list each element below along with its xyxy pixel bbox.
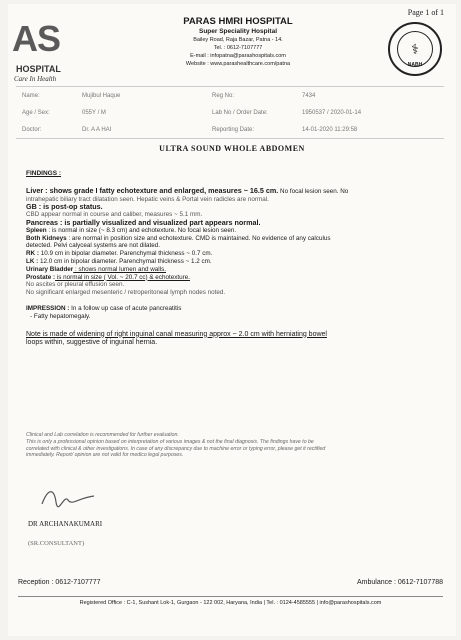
report-body (26, 170, 446, 348)
footer-contacts (18, 579, 443, 586)
registered-office: Registered Office : C-1, Sushant Lok-1, Gurgaon - 122 002, Haryana, India | Tel. : 0124-4585555 | info@parashospitals.com (18, 596, 443, 606)
logo-letters: AS (12, 18, 61, 59)
page-number: Page 1 of 1 (407, 8, 444, 17)
note-line-1: Note is made of widening of right inguinal canal measuring approx ~ 2.0 cm with herniating bowel (26, 330, 327, 338)
logo-tagline: Care In Health (14, 75, 57, 83)
hospital-logo (8, 12, 100, 82)
signature-stroke (38, 484, 98, 510)
rk-finding: RK : 10.9 cm in bipolar diameter. Parenchymal thickness ~ 0.7 cm. (26, 250, 213, 258)
disclaimer-line: This is only a professional opinion based on interpretation of various images & not the final diagnosis. The findings have to be (26, 438, 314, 445)
disclaimer (26, 432, 446, 459)
bladder-finding: Urinary Bladder : shows normal lumen and walls. (26, 265, 166, 273)
disclaimer-line: Clinical and Lab correlation is recommended for further evaluation. (26, 432, 179, 438)
hospital-tel: Tel. : 0612-7107777 (213, 45, 263, 51)
signature-scrawl (38, 484, 102, 516)
referring-doctor: Dr. A A HAI (82, 126, 112, 133)
doctor-name: DR ARCHANAKUMARI (28, 520, 103, 528)
patient-row (16, 87, 444, 104)
pancreas-finding: Pancreas : is partially visualized and visualized part appears normal. (26, 217, 261, 227)
disclaimer-line: correlated with clinical & other investigations. In case of any discrepancy due to machine error or typing error, please get it rectified (26, 445, 326, 452)
kidneys-finding-2: detected. Pelvi calyceal systems are not dilated. (26, 242, 161, 250)
signature-block (28, 484, 102, 547)
reporting-label: Reporting Date: (212, 126, 255, 133)
age-label: Age / Sex: (22, 109, 50, 116)
reporting-date: 14-01-2020 11:29:58 (302, 126, 358, 133)
kidneys-finding: Both Kidneys : are normal in position size and echotexture. CMD is maintained. No evidence of any calculus (26, 234, 331, 242)
report-page (8, 4, 456, 636)
lab-number: 1950537 / 2020-01-14 (302, 109, 362, 116)
nabh-seal (388, 22, 442, 76)
ascites-finding: No ascites or pleural effusion seen. (26, 281, 125, 289)
reception-phone: Reception : 0612-7107777 (18, 579, 101, 586)
lk-finding: LK : 12.0 cm in bipolar diameter. Parenchymal thickness ~ 1.2 cm. (26, 257, 212, 265)
report-title: ULTRA SOUND WHOLE ABDOMEN (159, 144, 305, 153)
name-label: Name: (22, 92, 40, 99)
hospital-email: E-mail : infopatna@parashospitals.com (190, 53, 286, 59)
impression: IMPRESSION : In a follow up case of acute pancreatitis (26, 304, 182, 312)
prostate-finding: Prostate : is normal in size ( Vol. ~ 20.7 cc) & echotexture. (26, 273, 190, 281)
lab-label: Lab No / Order Date: (212, 109, 268, 116)
gb-finding: GB : is post-op status. (26, 202, 103, 212)
patient-name: Mujibul Haque (82, 92, 121, 99)
hospital-address: Bailey Road, Raja Bazar, Patna - 14. (193, 37, 283, 43)
patient-row (16, 121, 444, 138)
seal-emblem-icon: ⚕ (397, 31, 433, 67)
findings-heading: FINDINGS : (26, 170, 62, 177)
hospital-specialty: Super Speciality Hospital (198, 28, 278, 35)
disclaimer-line: immediately. Report/ opinion are not valid for medico legal purposes. (26, 452, 184, 459)
note (26, 331, 446, 349)
impression-label: IMPRESSION : (26, 304, 70, 312)
hospital-header (148, 16, 328, 67)
cbd-finding: CBD appear normal in course and caliber, measures ~ 5.1 mm. (26, 211, 203, 219)
hospital-name: PARAS HMRI HOSPITAL (183, 16, 293, 27)
hospital-website: Website : www.parashealthcare.com/patna (185, 61, 291, 67)
lymph-finding: No significant enlarged mesenteric / retroperitoneal lymph nodes noted. (26, 289, 226, 297)
spleen-finding: Spleen : is normal in size (~ 8.3 cm) and echotexture. No focal lesion seen. (26, 226, 237, 234)
ambulance-phone: Ambulance : 0612-7107788 (356, 579, 443, 586)
liver-finding-2: intrahepatic biliary tract dilatation seen. Hepatic veins & Portal vein radicles are normal. (26, 195, 269, 203)
seal-label: NABH (407, 62, 423, 68)
reg-number: 7434 (302, 92, 316, 99)
logo-subtitle: HOSPITAL (16, 64, 61, 74)
patient-row (16, 104, 444, 121)
patient-info-table (16, 86, 444, 139)
doctor-role: (SR.CONSULTANT) (28, 540, 85, 547)
reg-label: Reg No: (212, 92, 235, 99)
doctor-label: Doctor: (22, 126, 42, 133)
patient-age: 055Y / M (82, 109, 106, 116)
liver-finding: Liver : shows grade I fatty echotexture and enlarged, measures ~ 16.5 cm. No focal lesion seen. No (26, 185, 349, 195)
impression-item: - Fatty hepatomegaly. (30, 312, 91, 320)
note-line-2: loops within, suggestive of inguinal hernia. (26, 339, 158, 347)
